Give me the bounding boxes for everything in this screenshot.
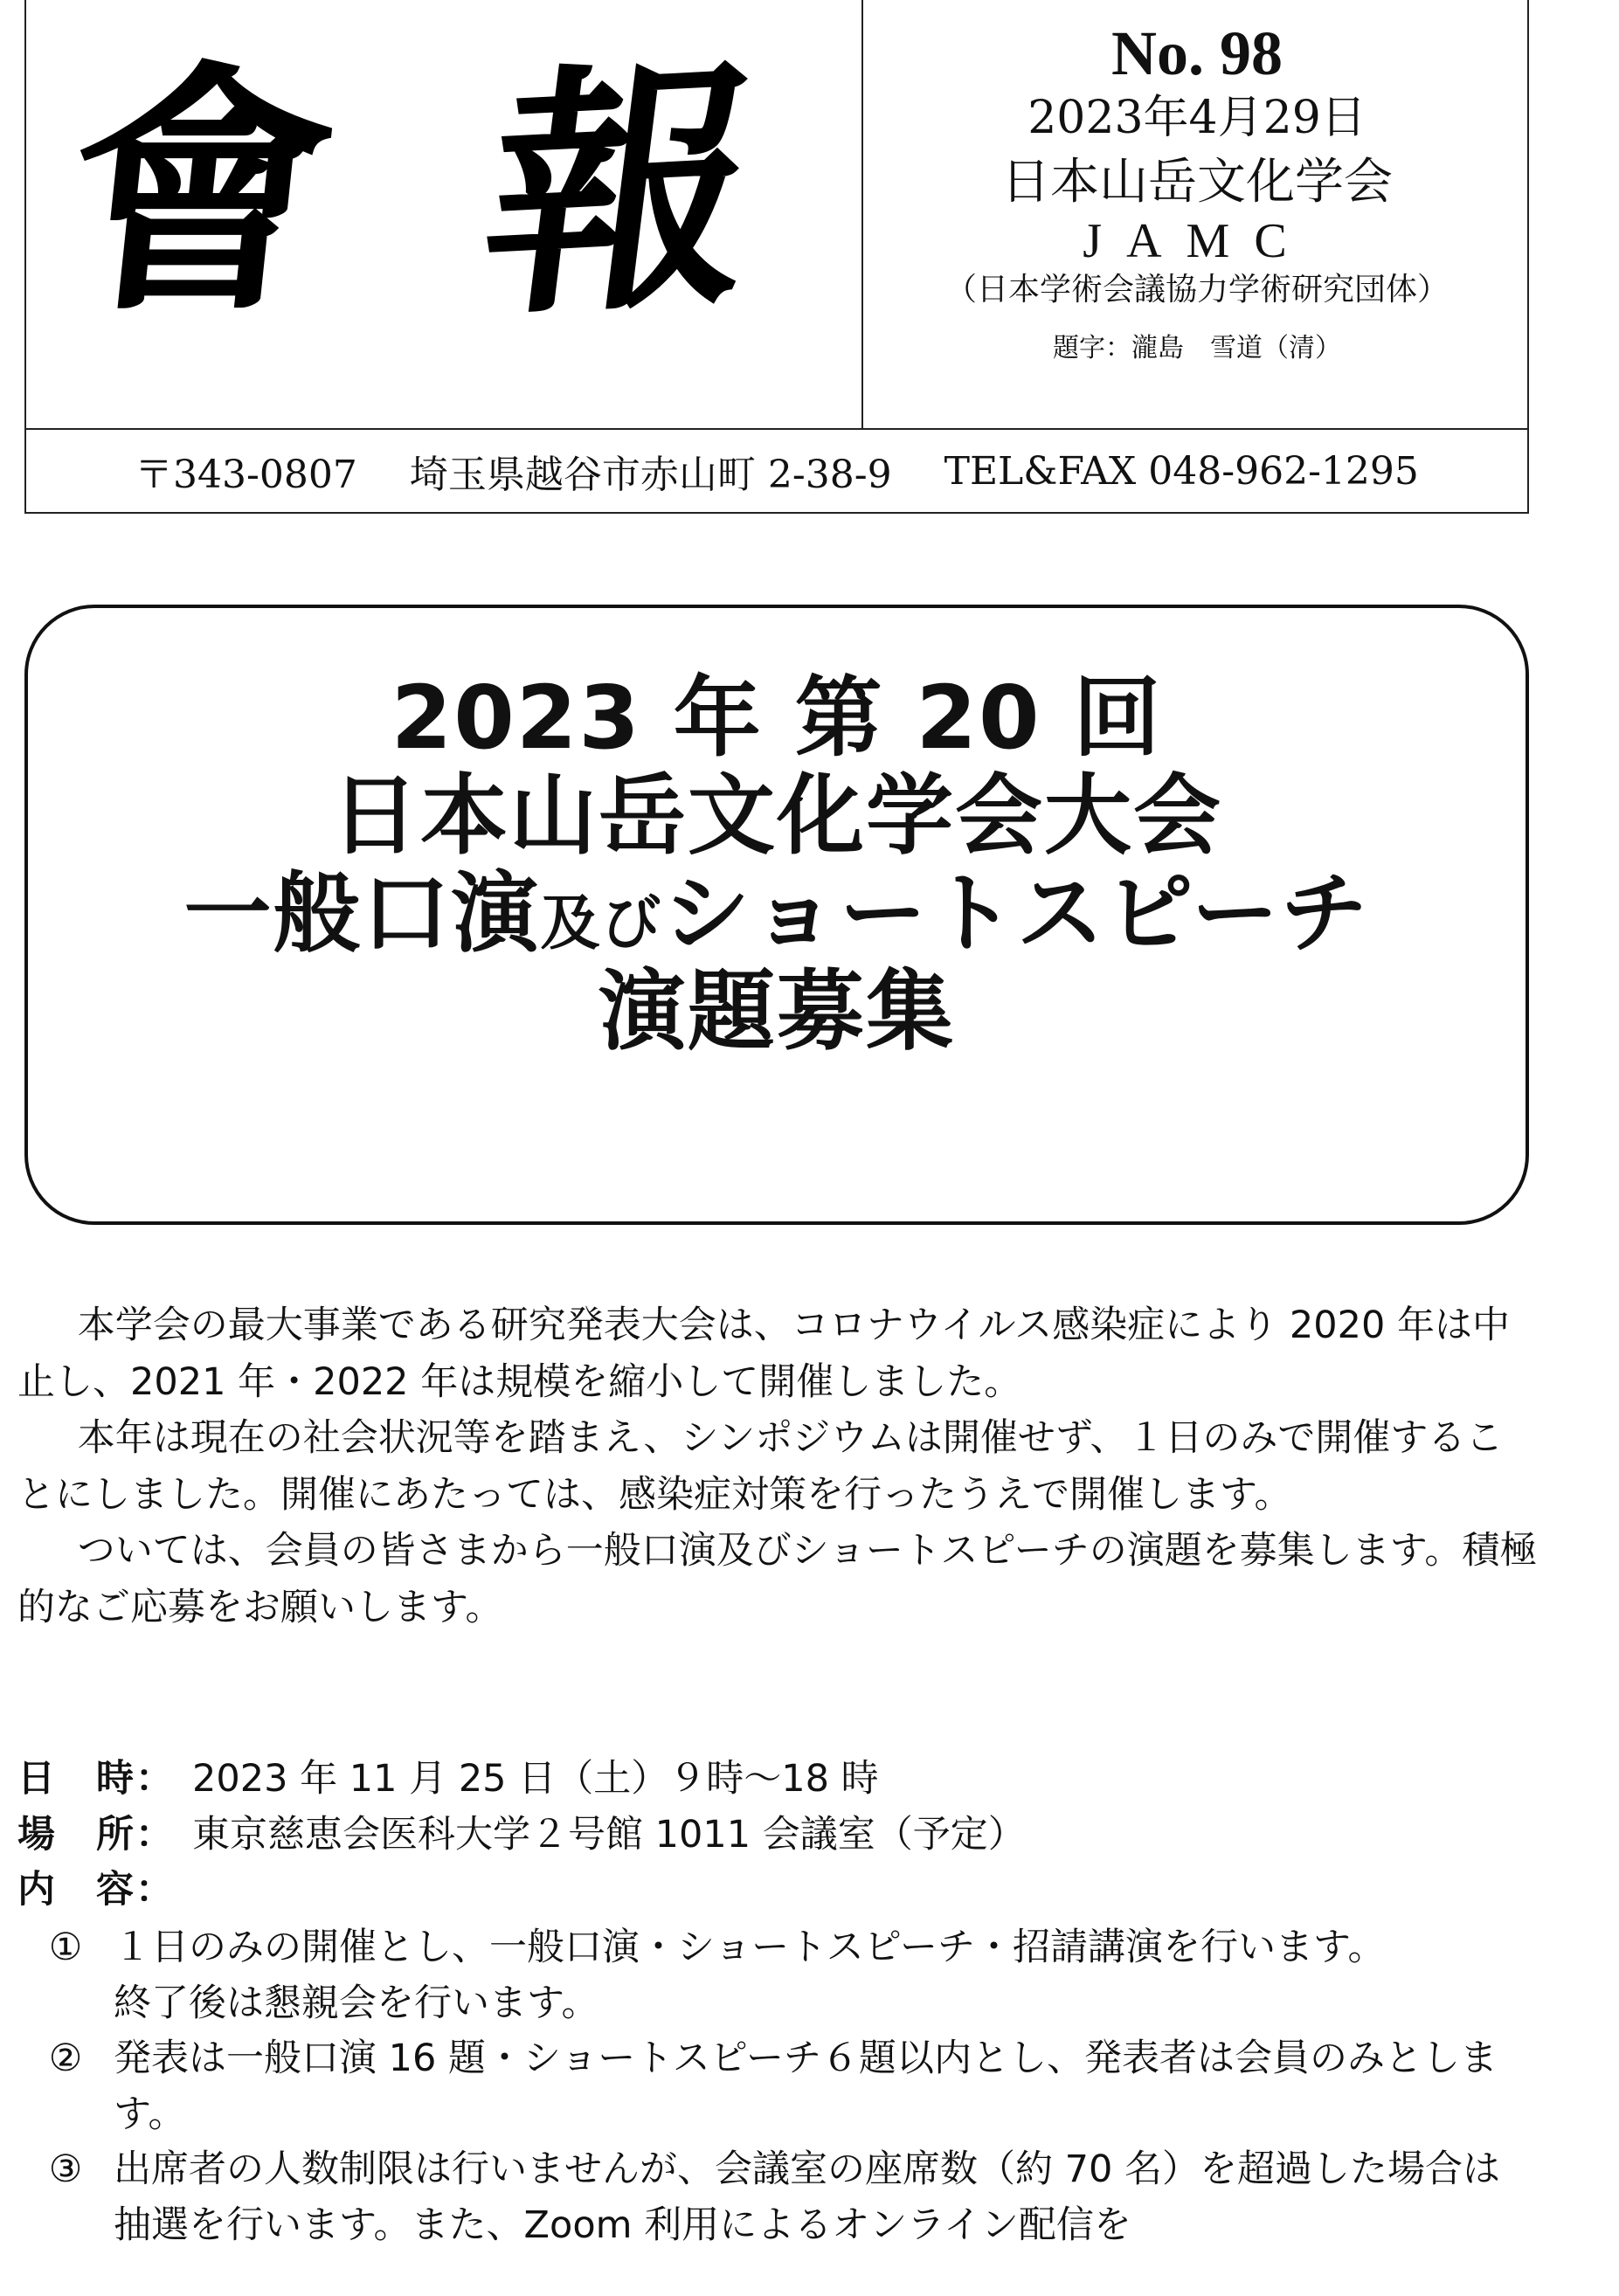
logo-calligraphy-ho: 報 xyxy=(469,31,772,353)
masthead-info xyxy=(865,0,1529,428)
announcement-body xyxy=(17,1297,1538,1636)
postal-code: 〒343-0807 xyxy=(135,453,357,497)
tel-fax: TEL&FAX 048-962-1295 xyxy=(944,448,1419,494)
headline-category-joiner: 及び xyxy=(540,889,663,958)
event-details xyxy=(17,1752,1538,2254)
item-text: １日のみの開催とし、一般口演・ショートスピーチ・招請講演を行います。 xyxy=(114,1925,1386,1969)
masthead-logo-area xyxy=(26,0,863,428)
organization-name: 日本山岳文化学会 xyxy=(1001,153,1393,211)
headline-box xyxy=(24,605,1529,1225)
item-text: 出席者の人数制限は行いませんが、会議室の座席数（約 70 名）を超過した場合は抽選を行います。また、Zoom 利用によるオンライン配信を xyxy=(114,2147,1501,2247)
detail-place-row xyxy=(17,1808,1538,1864)
paragraph: 本学会の最大事業である研究発表大会は、コロナウイルス感染症により 2020 年は中止し、2021 年・2022 年は規模を縮小して開催しました。 xyxy=(17,1304,1510,1404)
issue-number: No. 98 xyxy=(1111,18,1283,88)
headline-category-c: ショートスピーチ xyxy=(662,862,1370,965)
headline-call: 演題募集 xyxy=(598,960,955,1062)
detail-date-row xyxy=(17,1752,1538,1808)
item-body xyxy=(114,1920,1538,2031)
list-item xyxy=(17,2031,1538,2142)
detail-date-label: 日 時： xyxy=(17,1757,175,1801)
headline-category-a: 一般口演 xyxy=(183,862,541,965)
item-number: ① xyxy=(48,1925,83,1969)
organization-note: （日本学術会議協力学術研究団体） xyxy=(944,272,1449,308)
calligrapher-credit: 題字：瀧島 雪道（清） xyxy=(1053,332,1341,363)
organization-abbrev: JAMC xyxy=(1083,213,1311,268)
content-list xyxy=(17,1920,1538,2254)
item-number: ② xyxy=(48,2037,83,2081)
address-line xyxy=(26,430,1527,512)
headline-category xyxy=(28,862,1526,965)
item-number: ③ xyxy=(48,2147,83,2192)
detail-content-row xyxy=(17,1863,1538,1919)
address: 埼玉県越谷市赤山町 2-38-9 xyxy=(409,453,892,497)
headline-event: 日本山岳文化学会大会 xyxy=(331,764,1222,867)
issue-date: 2023年4月29日 xyxy=(1027,91,1366,144)
list-item xyxy=(17,2142,1538,2253)
masthead xyxy=(24,0,1529,514)
detail-place-value: 東京慈恵会医科大学２号館 1011 会議室（予定） xyxy=(192,1812,1026,1857)
detail-date-value: 2023 年 11 月 25 日（土）９時～18 時 xyxy=(192,1757,879,1801)
item-subtext: 終了後は懇親会を行います。 xyxy=(114,1981,599,2025)
paragraph: 本年は現在の社会状況等を踏まえ、シンポジウムは開催せず、１日のみで開催することにしました。開催にあたっては、感染症対策を行ったうえで開催します。 xyxy=(17,1416,1504,1517)
headline-year: 2023 年 第 20 回 xyxy=(391,667,1163,769)
item-text: 発表は一般口演 16 題・ショートスピーチ６題以内とし、発表者は会員のみとします。 xyxy=(114,2037,1498,2136)
paragraph: ついては、会員の皆さまから一般口演及びショートスピーチの演題を募集します。積極的なご応募をお願いします。 xyxy=(17,1529,1538,1629)
detail-content-label: 内 容： xyxy=(17,1868,175,1912)
list-item xyxy=(17,1920,1538,2031)
detail-place-label: 場 所： xyxy=(17,1812,175,1857)
logo-calligraphy-kai: 會 xyxy=(53,38,349,346)
